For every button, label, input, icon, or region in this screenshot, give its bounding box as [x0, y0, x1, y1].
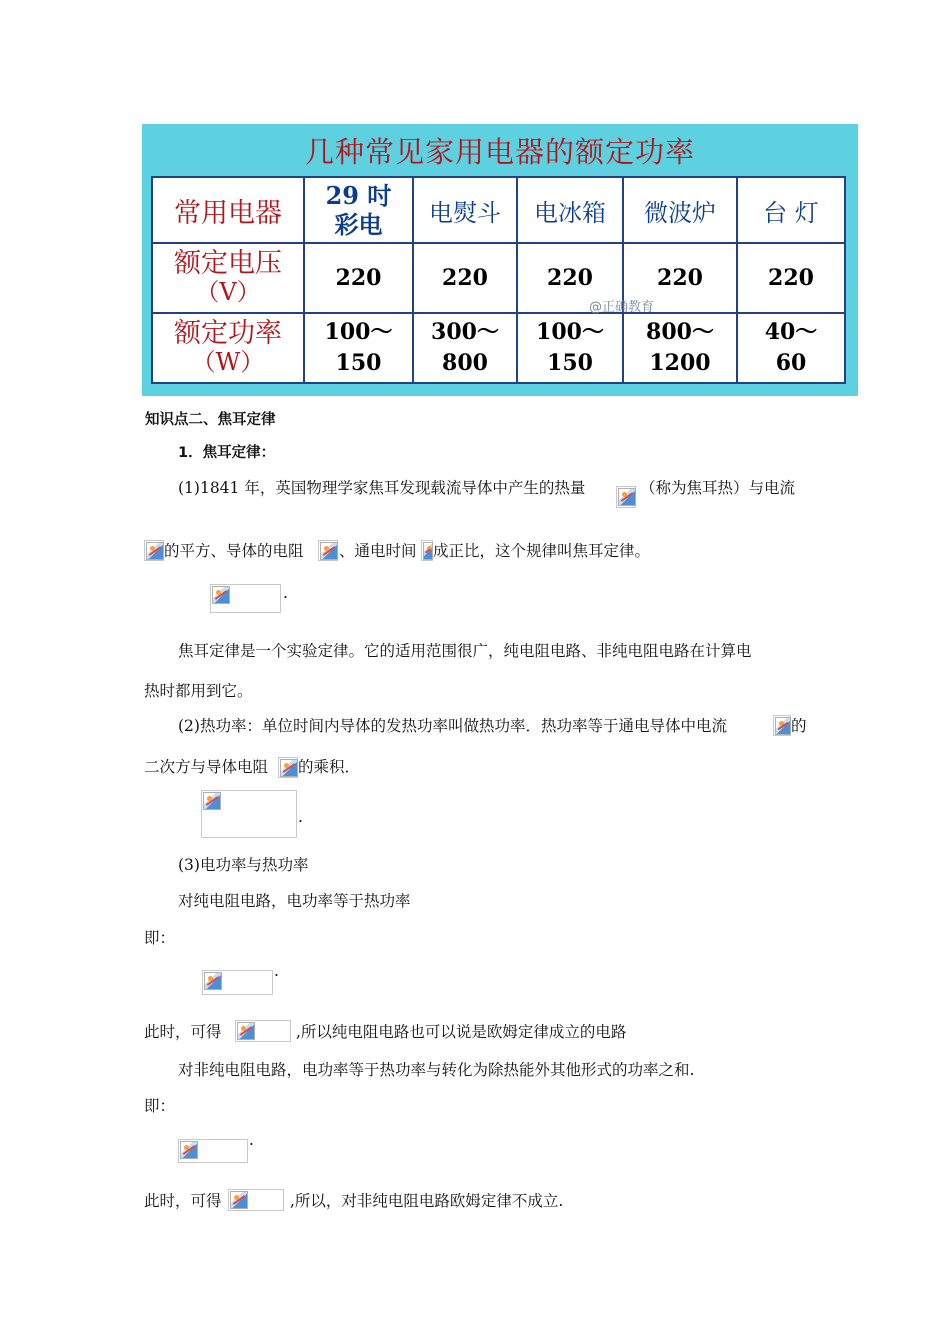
- cell-text: 300～ 800: [431, 319, 499, 376]
- table-cell: 220: [413, 243, 517, 313]
- broken-image-icon: [212, 586, 230, 604]
- paragraph-text: 二次方与导体电阻: [144, 758, 269, 776]
- row-label-voltage: [152, 243, 304, 313]
- watermark: @正确教育: [589, 300, 655, 315]
- paragraph-text: 即：: [144, 1097, 176, 1115]
- cell-text: 40～ 60: [764, 319, 818, 376]
- paragraph-text: 焦耳定律是一个实验定律。它的适用范围很广，纯电阻电路、非纯电阻电路在计算电: [178, 642, 752, 660]
- subheading: 1．焦耳定律：: [178, 445, 276, 461]
- broken-image-icon: [280, 759, 298, 777]
- section-heading: 知识点二、焦耳定律: [145, 412, 276, 428]
- broken-image-icon: [146, 542, 164, 560]
- cell-text: 100～ 150: [536, 319, 604, 376]
- period: .: [274, 962, 279, 980]
- paragraph-text: 成正比，这个规律叫焦耳定律。: [433, 542, 651, 560]
- period: .: [249, 1131, 254, 1149]
- paragraph-text: （称为焦耳热）与电流: [640, 479, 796, 497]
- row-label: 额定功率: [174, 318, 282, 349]
- table-cell: [304, 313, 413, 383]
- broken-image-icon: [180, 1141, 198, 1159]
- paragraph-text: 的乘积．: [298, 758, 361, 776]
- appliance-iron: 电熨斗: [413, 177, 517, 243]
- cell-text: 800～ 1200: [646, 319, 714, 376]
- broken-image-icon: [230, 1191, 248, 1209]
- formula-image-joule-law: [210, 584, 281, 613]
- header-label: 常用电器: [152, 177, 304, 243]
- paragraph-text: 对非纯电阻电路，电功率等于热功率与转化为除热能外其他形式的功率之和.: [178, 1061, 695, 1079]
- paragraph-text: 即：: [144, 929, 176, 947]
- table-cell: [517, 313, 623, 383]
- cell-text: 100～ 150: [324, 319, 393, 376]
- broken-image-icon: [204, 972, 222, 990]
- row-label-power: [152, 313, 304, 383]
- paragraph-text: 热时都用到它。: [144, 682, 253, 700]
- paragraph-text: 此时，可得: [144, 1192, 222, 1210]
- paragraph-text: 的: [791, 717, 807, 735]
- table-cell: 220: [517, 243, 623, 313]
- formula-image-r2: [278, 757, 298, 778]
- broken-image-icon: [775, 717, 791, 735]
- appliance-power-table-image: [142, 124, 858, 396]
- row-unit: （V）: [195, 278, 261, 306]
- broken-image-icon: [618, 488, 636, 506]
- period: .: [298, 808, 303, 826]
- row-label: 额定电压: [174, 248, 282, 279]
- paragraph-text: (1)1841 年，英国物理学家焦耳发现载流导体中产生的热量: [178, 479, 586, 497]
- paragraph-text: 、通电时间: [339, 542, 417, 560]
- paragraph-text: (3)电功率与热功率: [178, 856, 309, 874]
- formula-image-ohm-fail: [228, 1189, 284, 1211]
- table-cell: [623, 313, 737, 383]
- table-cell: [737, 313, 845, 383]
- paragraph-text: 的平方、导体的电阻: [164, 542, 304, 560]
- formula-image-heat-power: [201, 790, 297, 838]
- formula-image-p-greater-q: [178, 1139, 248, 1163]
- appliance-lamp: 台 灯: [737, 177, 845, 243]
- appliance-tv: [304, 177, 413, 243]
- paragraph-text: 对纯电阻电路，电功率等于热功率: [178, 892, 411, 910]
- table-cell: 220: [737, 243, 845, 313]
- appliance-name: 29 吋 彩电: [325, 181, 392, 239]
- appliance-power-table: [151, 176, 846, 384]
- formula-image-t: [421, 540, 433, 561]
- paragraph-text: 此时，可得: [144, 1023, 222, 1041]
- formula-image-p-equals-q: [202, 970, 273, 995]
- paragraph-text: (2)热功率：单位时间内导体的发热功率叫做热功率．热功率等于通电导体中电流: [178, 717, 727, 735]
- table-title: 几种常见家用电器的额定功率: [304, 135, 695, 169]
- appliance-microwave: 微波炉: [623, 177, 737, 243]
- broken-image-icon: [203, 792, 221, 810]
- table-cell: 220: [623, 243, 737, 313]
- broken-image-icon: [423, 542, 433, 560]
- formula-image-i: [144, 540, 164, 561]
- row-unit: （W）: [191, 348, 265, 376]
- table-cell: 220: [304, 243, 413, 313]
- formula-image-q: [616, 486, 636, 508]
- broken-image-icon: [320, 542, 338, 560]
- broken-image-icon: [237, 1022, 255, 1040]
- paragraph-text: ,所以，对非纯电阻电路欧姆定律不成立.: [290, 1192, 564, 1210]
- paragraph-text: ,所以纯电阻电路也可以说是欧姆定律成立的电路: [296, 1023, 627, 1041]
- appliance-fridge: 电冰箱: [517, 177, 623, 243]
- table-cell: [413, 313, 517, 383]
- formula-image-r: [318, 540, 338, 561]
- period: .: [283, 584, 288, 602]
- formula-image-ohm: [235, 1020, 291, 1042]
- formula-image-i2: [773, 715, 791, 736]
